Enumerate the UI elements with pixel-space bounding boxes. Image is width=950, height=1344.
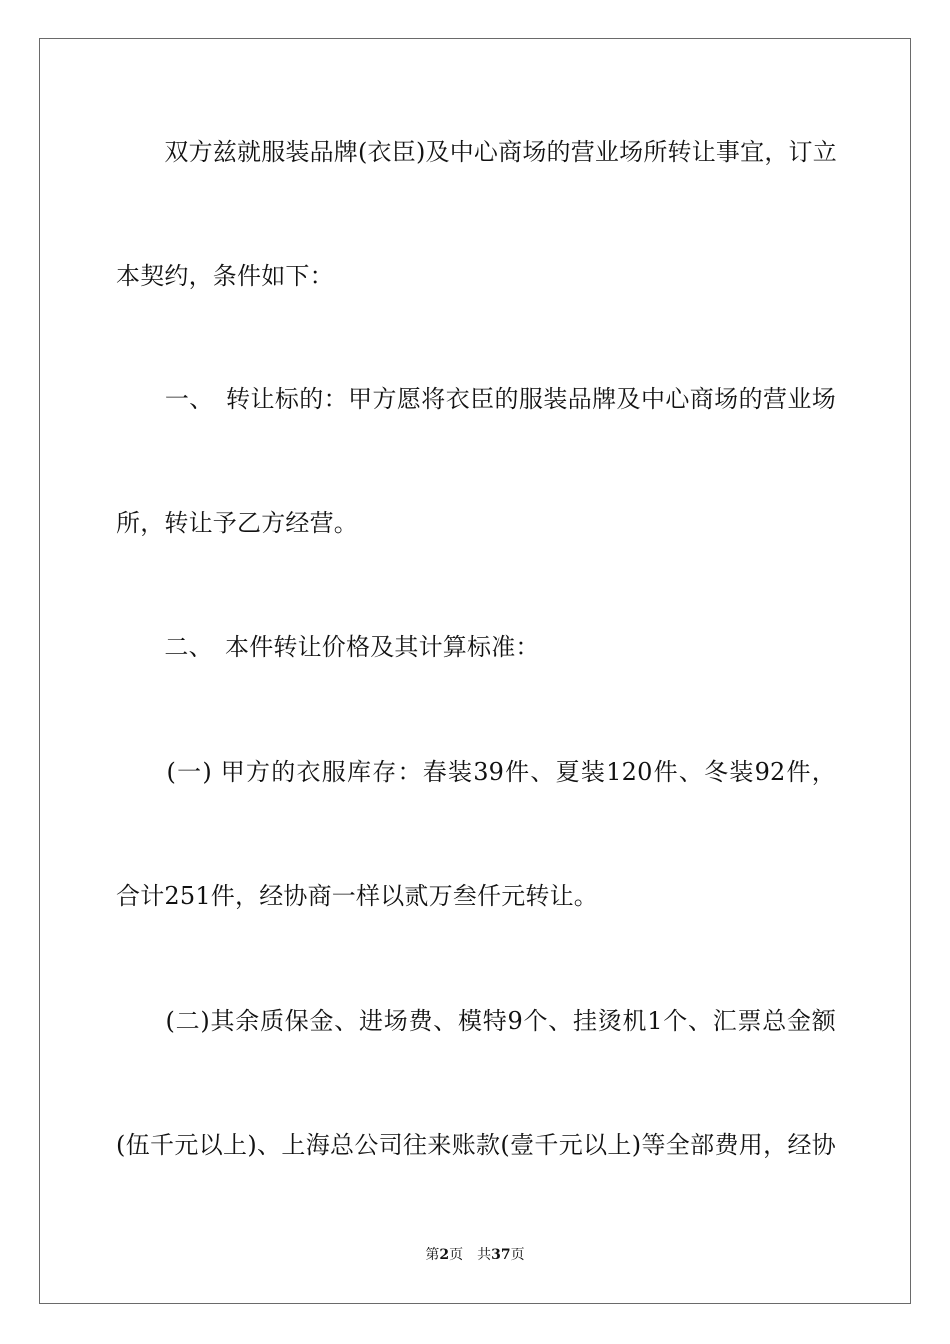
footer-page-suffix: 页: [449, 1247, 464, 1263]
footer-total-prefix: 共: [477, 1247, 492, 1263]
paragraph-line-2: 本契约，条件如下：: [116, 262, 334, 290]
paragraph-line-8: (二)其余质保金、进场费、模特9个、挂烫机1个、汇票总金额: [116, 1007, 836, 1035]
paragraph-line-7: 合计251件，经协商一样以贰万叁仟元转让。: [116, 882, 599, 910]
page-border: [39, 38, 911, 1304]
footer-total-suffix: 页: [510, 1247, 525, 1263]
paragraph-line-4: 所，转让予乙方经营。: [116, 509, 358, 537]
footer-total-pages: 37: [491, 1247, 511, 1263]
footer-page-prefix: 第: [425, 1247, 440, 1263]
footer-page-number: 2: [439, 1247, 450, 1263]
paragraph-line-1: 双方兹就服装品牌(衣臣)及中心商场的营业场所转让事宜，订立: [116, 138, 837, 166]
paragraph-line-5: 二、 本件转让价格及其计算标准：: [116, 633, 540, 661]
paragraph-line-6: (一) 甲方的衣服库存：春装39件、夏装120件、冬装92件，: [116, 758, 836, 786]
page-footer: [0, 1246, 950, 1264]
paragraph-line-3: 一、 转让标的：甲方愿将衣臣的服装品牌及中心商场的营业场: [116, 385, 836, 413]
paragraph-line-9: (伍千元以上)、上海总公司往来账款(壹千元以上)等全部费用，经协: [116, 1131, 836, 1159]
